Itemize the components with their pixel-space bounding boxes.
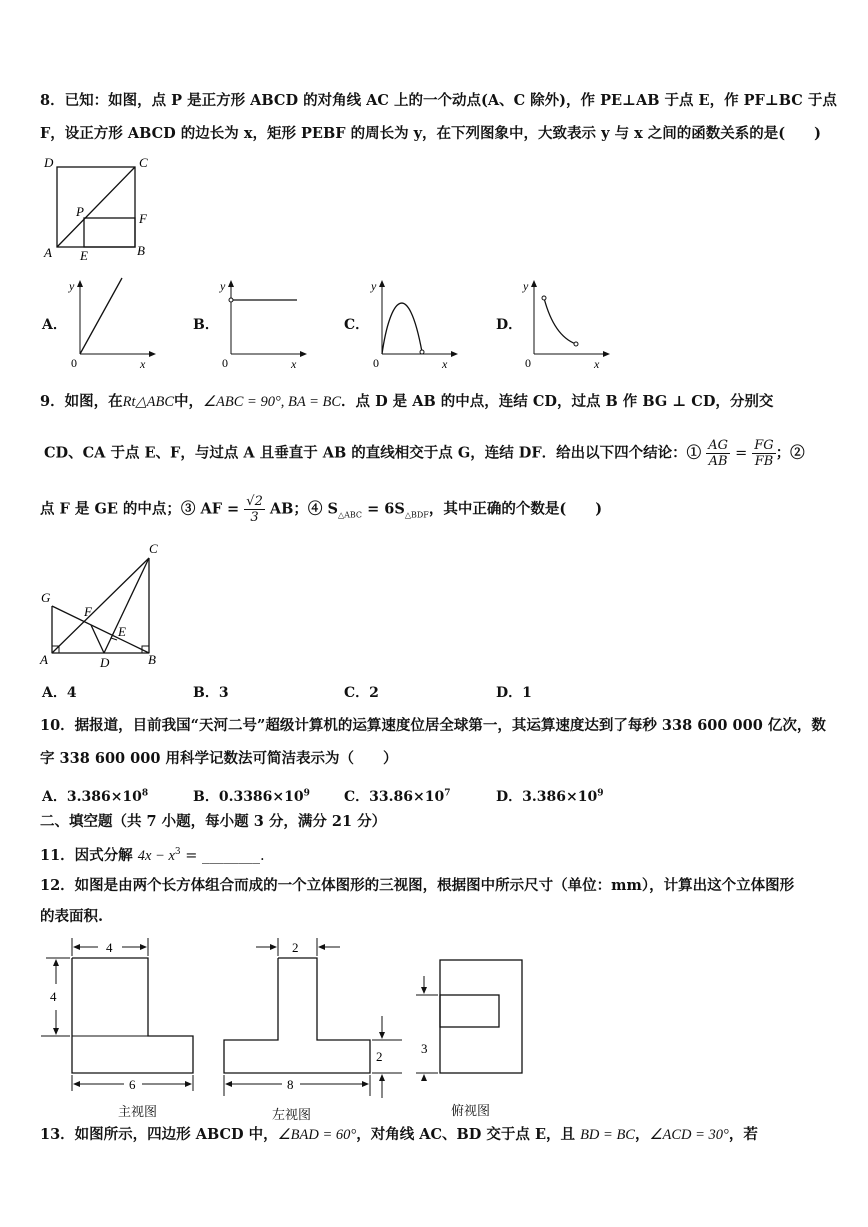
label-A: A: [44, 245, 52, 260]
q12-side-view: [220, 938, 405, 1118]
q10-line1: 10．据报道，目前我国“天河二号”超级计算机的运算速度位居全球第一，其运算速度达到了每秒 338 600 000 亿次，数: [40, 717, 826, 734]
svg-text:y: y: [220, 279, 226, 293]
q9-option-c[interactable]: C．2: [344, 685, 379, 701]
q8-square-figure: [40, 150, 170, 265]
label-B: B: [137, 243, 145, 258]
svg-text:2: 2: [376, 1049, 383, 1064]
q9-line1: 9．如图，在Rt△ABC中，∠ABC = 90°, BA = BC．点 D 是 AB 的中点，连结 CD，过点 B 作 BG ⊥ CD，分别交: [40, 393, 774, 410]
svg-text:y: y: [371, 279, 377, 293]
svg-text:0: 0: [71, 356, 77, 370]
q8-line2: F，设正方形 ABCD 的边长为 x，矩形 PEBF 的周长为 y，在下列图象中，大致表示 y 与 x 之间的函数关系的是( ): [40, 125, 822, 142]
svg-text:x: x: [291, 357, 297, 371]
label-A: A: [40, 652, 48, 667]
svg-text:3: 3: [421, 1041, 428, 1056]
svg-text:8: 8: [287, 1077, 294, 1092]
caption-front-view: 主视图: [118, 1104, 158, 1119]
q11-line: 11．因式分解 $4x - x^3$ = ________.: [40, 846, 265, 864]
label-B: B: [148, 652, 156, 667]
svg-text:0: 0: [525, 356, 531, 370]
q8-option-b[interactable]: B．: [193, 317, 219, 333]
q10-option-b[interactable]: B．$0.3386\times 10^9$: [193, 788, 310, 805]
svg-text:0: 0: [222, 356, 228, 370]
q13-line1: 13．如图所示，四边形 ABCD 中，∠BAD = 60°，对角线 AC、BD 交于点 E，且 BD = BC，∠ACD = 30°，若: [40, 1126, 758, 1143]
section-heading-fill-in: 二、填空题（共 7 小题，每小题 3 分，满分 21 分）: [40, 813, 387, 830]
q10-option-a[interactable]: A．$3.386\times 10^8$: [42, 788, 149, 805]
svg-text:4: 4: [50, 989, 57, 1004]
svg-text:y: y: [69, 279, 75, 293]
q10-option-c[interactable]: C．$33.86\times 10^7$: [344, 788, 451, 805]
q8-graph-a: [62, 278, 162, 370]
q8-graph-c: [364, 278, 464, 370]
svg-text:y: y: [523, 279, 529, 293]
label-E: E: [80, 248, 88, 263]
q9-triangle-figure: [36, 540, 176, 670]
q12-front-view: [38, 938, 203, 1118]
q8-option-d[interactable]: D．: [496, 317, 523, 333]
svg-text:x: x: [140, 357, 146, 371]
q8-graph-d: [516, 278, 616, 370]
label-E: E: [118, 624, 126, 639]
q12-top-view: [410, 952, 530, 1082]
q10-line2: 字 338 600 000 用科学记数法可简洁表示为（ ）: [40, 750, 398, 767]
label-P: P: [76, 204, 84, 219]
q9-option-d[interactable]: D．1: [496, 685, 532, 701]
caption-side-view: 左视图: [272, 1107, 312, 1122]
q8-line1: 8．已知：如图，点 P 是正方形 ABCD 的对角线 AC 上的一个动点(A、C 除外)，作 PE⊥AB 于点 E，作 PF⊥BC 于点: [40, 92, 837, 109]
q8-graph-b: [213, 278, 313, 370]
q12-line1: 12．如图是由两个长方体组合而成的一个立体图形的三视图，根据图中所示尺寸（单位：mm），计算出这个立体图形: [40, 877, 795, 894]
fraction-ag-ab: $\frac{AG}{AB}$: [708, 438, 728, 469]
q9-option-a[interactable]: A．4: [42, 685, 77, 701]
label-F: F: [84, 604, 92, 619]
label-C: C: [139, 155, 148, 170]
svg-text:0: 0: [373, 356, 379, 370]
svg-text:2: 2: [292, 940, 299, 955]
q9-line3: 点 F 是 GE 的中点；③ AF = $\frac{√2}{3}$ AB；④ $S_{\triangle ABC} = 6S_{\triangle BDF}$，其中正确的个数是( ): [40, 494, 603, 525]
q8-option-c[interactable]: C．: [344, 317, 370, 333]
q8-option-a[interactable]: A．: [42, 317, 67, 333]
q12-line2: 的表面积.: [40, 908, 104, 925]
svg-text:x: x: [442, 357, 448, 371]
svg-text:4: 4: [106, 940, 113, 955]
svg-text:6: 6: [129, 1077, 136, 1092]
fraction-fg-fb: $\frac{FG}{FB}$: [754, 438, 774, 469]
label-C: C: [149, 541, 158, 556]
fraction-sqrt2-3: $\frac{√2}{3}$: [246, 494, 263, 525]
svg-text:x: x: [594, 357, 600, 371]
caption-top-view: 俯视图: [451, 1103, 491, 1118]
label-D: D: [44, 155, 54, 170]
label-D: D: [100, 655, 110, 670]
q9-line2: CD、CA 于点 E、F，与过点 A 且垂直于 AB 的直线相交于点 G，连结 DF．给出以下四个结论：① $\frac{AG}{AB}$ = $\frac{FG}{FB}$ ；②: [44, 438, 805, 469]
label-G: G: [41, 590, 51, 605]
q9-option-b[interactable]: B．3: [193, 685, 229, 701]
q10-option-d[interactable]: D．$3.386\times 10^9$: [496, 788, 604, 805]
label-F: F: [139, 211, 147, 226]
